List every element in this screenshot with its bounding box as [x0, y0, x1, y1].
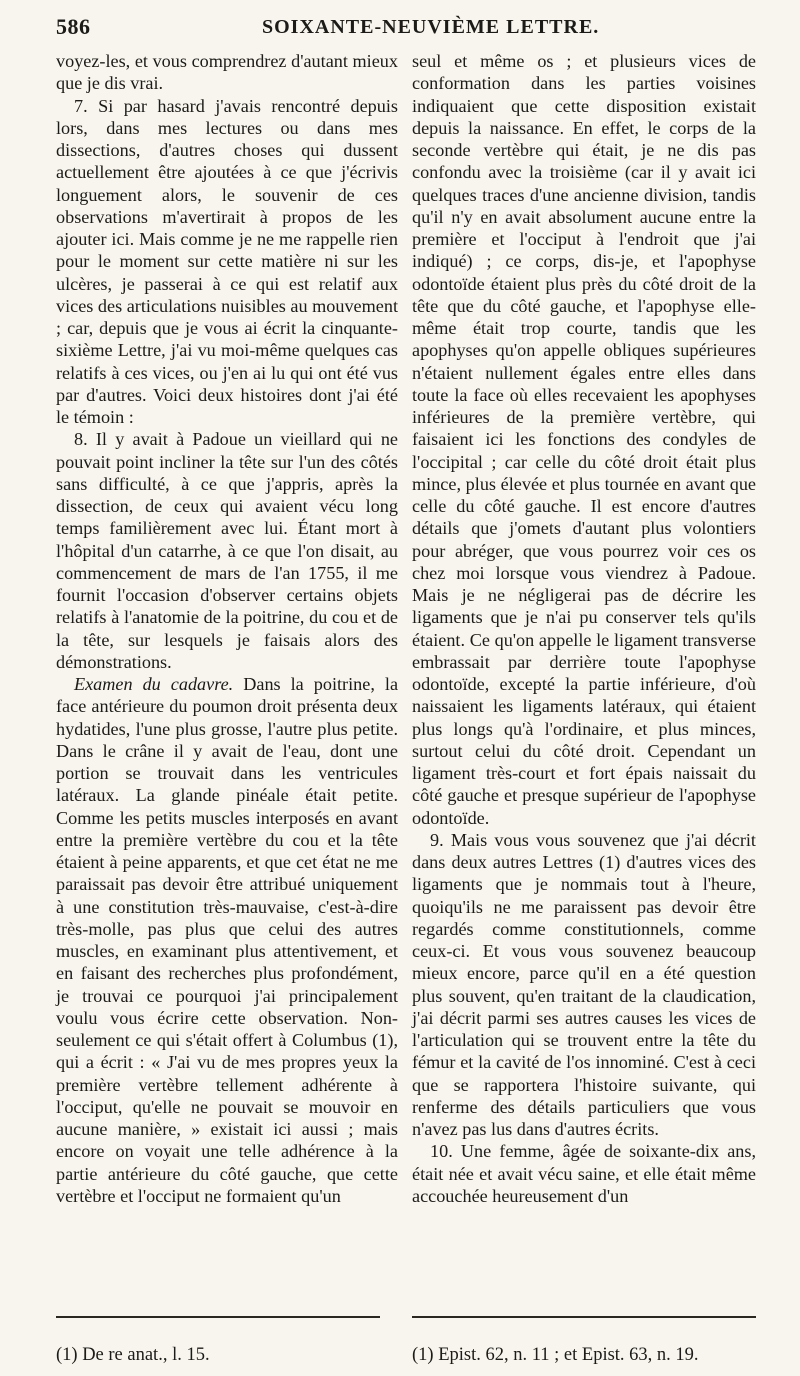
paragraph: 10. Une femme, âgée de soixante-dix ans, était née et avait vécu saine, et elle était même accouchée heureusement d'un	[412, 1141, 756, 1206]
paragraph: voyez-les, et vous comprendrez d'autant mieux que je dis vrai.	[56, 51, 398, 94]
paragraph: seul et même os ; et plusieurs vices de conformation dans les parties voisines indiquaient que cette disposition existait depuis la naissance. En effet, le corps de la seconde vertèbre qui était, je ne dis pas confondu avec la troisième (car il y avait ici quelques traces d'une ancienne division, tandis qu'il n'y en avait absolument aucune entre la première et l'occiput à l'endroit que j'ai indiqué) ; ce corps, dis-je, et l'apophyse odontoïde étaient plus près du côté droit de la tête que du côté gauche, et l'apophyse elle-même était trop courte, tandis que les apophyses qu'on appelle obliques supérieures n'étaient nullement égales entre elles dans toute la face où elles recevaient les apophyses inférieures de la première vertèbre, qui faisaient ici les fonctions des condyles de l'occipital ; car celle du côté droit était plus mince, plus élevée et plus tournée en avant que celle du côté gauche. Il est encore d'autres détails que j'omets d'autant plus volontiers pour abréger, que vous pourrez voir ces os chez moi lorsque vous viendrez à Padoue. Mais je ne négligerai pas de décrire les ligaments que je n'ai pu conserver tels qu'ils étaient. Ce qu'on appelle le ligament transverse embrassait par derrière toute l'apophyse odontoïde, excepté la partie inférieure, d'où naissaient les ligaments latéraux, qui étaient plus longs qu'à l'ordinaire, et plus minces, surtout celui du côté droit. Cependant un ligament très-court et fort épais naissait du côté gauche et presque supérieur de l'apophyse odontoïde.	[412, 51, 756, 828]
footnote-rule	[412, 1316, 756, 1318]
paragraph	[56, 673, 398, 1207]
running-title: SOIXANTE-NEUVIÈME LETTRE.	[262, 16, 600, 38]
right-column	[412, 50, 756, 1207]
paragraph: 8. Il y avait à Padoue un vieillard qui ne pouvait point incliner la tête sur l'un des côtés sans difficulté, à ce que j'appris, après la dissection, de ceux qui avaient vécu long temps familièrement avec lui. Étant mort à l'hôpital d'un catarrhe, à ce que l'on disait, au commencement de mars de l'an 1755, il me fournit l'occasion d'observer certains objets relatifs à l'anatomie de la poitrine, du cou et de la tête, sur lesquels je faisais alors des démonstrations.	[56, 429, 398, 672]
page-number: 586	[56, 14, 91, 39]
section-heading: Examen du cadavre.	[74, 674, 234, 694]
paragraph: 9. Mais vous vous souvenez que j'ai décrit dans deux autres Lettres (1) d'autres vices des ligaments que je nommais tout à l'heure, quoiqu'ils ne me paraissent pas devoir être regardés comme constitutionnels, comme ceux-ci. Et vous vous souvenez beaucoup mieux encore, parce qu'il en a été question plus souvent, qu'en traitant de la claudication, j'ai décrit parmi ses autres causes les vices de l'articulation qui se trouvent entre la tête du fémur et la cavité de l'os innominé. C'est à ceci que se rapportera l'histoire suivante, qui renferme des détails particuliers que vous n'avez pas lus dans d'autres écrits.	[412, 829, 756, 1139]
footnote-right: (1) Epist. 62, n. 11 ; et Epist. 63, n. 19.	[412, 1345, 699, 1365]
left-column	[56, 50, 398, 1207]
footnote-left: (1) De re anat., l. 15.	[56, 1345, 210, 1365]
paragraph-text: Dans la poitrine, la face antérieure du poumon droit présenta deux hydatides, l'une plus grosse, l'autre plus petite. Dans le crâne il y avait de l'eau, dont une portion se trouvait dans les ventricules latéraux. La glande pinéale était petite. Comme les petits muscles interposés en avant entre la première vertèbre du cou et la tête étaient à peine apparents, et que cet état ne me paraissait pas devoir être attribué uniquement à une constitution très-mauvaise, c'est-à-dire très-molle, pas plus que celui des autres muscles, en examinant plus attentivement, et en faisant des recherches plus profondément, je trouvai ce pourquoi j'ai principalement voulu vous écrire cette observation. Non-seulement ce qui s'était offert à Columbus (1), qui a écrit : « J'ai vu de mes propres yeux la première vertèbre tellement adhérente à l'occiput, qu'elle ne pouvait se mouvoir en aucune manière, » existait ici aussi ; mais encore on voyait une telle adhérence à la partie antérieure du côté gauche, que cette vertèbre et l'occiput ne formaient qu'un	[56, 674, 399, 1206]
paragraph: 7. Si par hasard j'avais rencontré depuis lors, dans mes lectures ou dans mes dissections, d'autres choses qui dussent actuellement être ajoutées à ce que j'écrivis longuement alors, le souvenir de ces observations m'avertirait à propos de les ajouter ici. Mais comme je ne me rappelle rien pour le moment sur cette matière ni sur les ulcères, je passerai à ce qui est relatif aux vices des articulations nuisibles au mouvement ; car, depuis que je vous ai écrit la cinquante-sixième Lettre, j'ai vu moi-même quelques cas relatifs à ces vices, ou j'en ai lu qui ont été vus par d'autres. Voici deux histoires dont j'ai été le témoin :	[56, 95, 398, 427]
footnote-rule	[56, 1316, 380, 1318]
